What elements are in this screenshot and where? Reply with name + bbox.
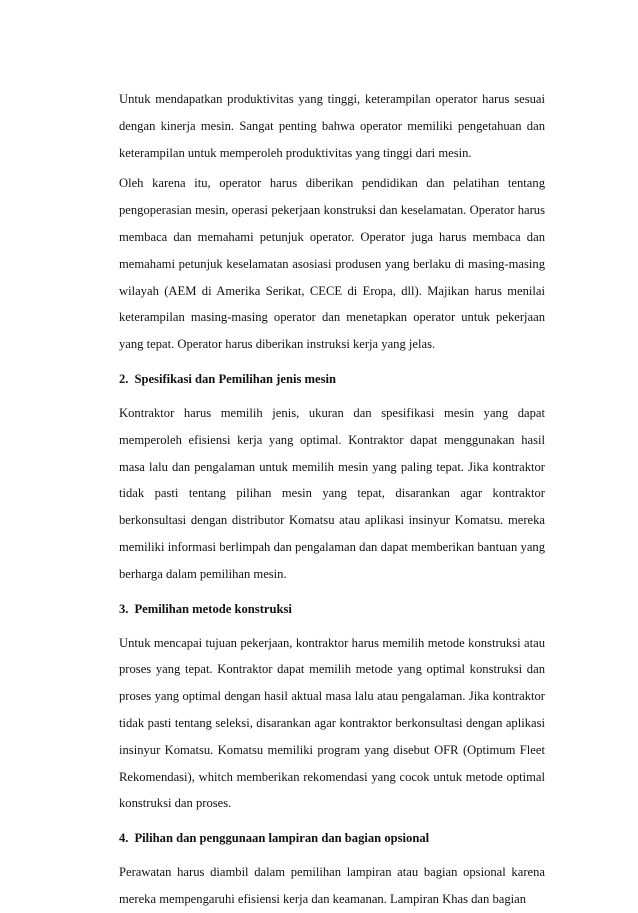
section-2-number: 2. (119, 371, 129, 386)
section-2-heading (119, 369, 545, 389)
section-3-body: Untuk mencapai tujuan pekerjaan, kontraktor harus memilih metode konstruksi atau proses yang tepat. Kontraktor dapat memilih metode yang optimal konstruksi dan proses yang optimal dengan hasil aktual masa lalu atau pengalaman. Jika kontraktor tidak pasti tentang seleksi, disarankan agar kontraktor berkonsultasi dengan aplikasi insinyur Komatsu. Komatsu memiliki program yang disebut OFR (Optimum Fleet Rekomendasi), whitch memberikan rekomendasi yang cocok untuk metode optimal konstruksi dan proses. (119, 635, 545, 811)
section-3-heading (119, 599, 545, 619)
section-2-title: Spesifikasi dan Pemilihan jenis mesin (134, 371, 336, 386)
section-3-title: Pemilihan metode konstruksi (134, 601, 292, 616)
section-4-body: Perawatan harus diambil dalam pemilihan lampiran atau bagian opsional karena mereka mempengaruhi efisiensi kerja dan keamanan. Lampiran Khas dan bagian (119, 865, 545, 906)
section-2-body: Kontraktor harus memilih jenis, ukuran dan spesifikasi mesin yang dapat memperoleh efisiensi kerja yang optimal. Kontraktor dapat menggunakan hasil masa lalu dan pengalaman untuk memilih mesin yang paling tepat. Jika kontraktor tidak pasti tentang pilihan mesin yang tepat, disarankan agar kontraktor berkonsultasi dengan distributor Komatsu atau aplikasi insinyur Komatsu. mereka memiliki informasi berlimpah dan pengalaman dan dapat memberikan bantuan yang berharga dalam pemilihan mesin. (119, 405, 545, 581)
training-paragraph: Oleh karena itu, operator harus diberikan pendidikan dan pelatihan tentang pengoperasian mesin, operasi pekerjaan konstruksi dan keselamatan. Operator harus membaca dan memahami petunjuk operator. Operator juga harus membaca dan memahami petunjuk keselamatan asosiasi produsen yang berlaku di masing-masing wilayah (AEM di Amerika Serikat, CECE di Eropa, dll). Majikan harus menilai keterampilan masing-masing operator dan menetapkan operator untuk pekerjaan yang tepat. Operator harus diberikan instruksi kerja yang jelas. (119, 176, 545, 352)
document-page (119, 86, 545, 913)
section-4-number: 4. (119, 831, 129, 846)
section-4-heading (119, 828, 545, 848)
section-4-title: Pilihan dan penggunaan lampiran dan bagian opsional (134, 831, 430, 846)
section-3-number: 3. (119, 601, 129, 616)
intro-paragraph: Untuk mendapatkan produktivitas yang tinggi, keterampilan operator harus sesuai dengan kinerja mesin. Sangat penting bahwa operator memiliki pengetahuan dan keterampilan untuk memperoleh produktivitas yang tinggi dari mesin. (119, 92, 545, 160)
